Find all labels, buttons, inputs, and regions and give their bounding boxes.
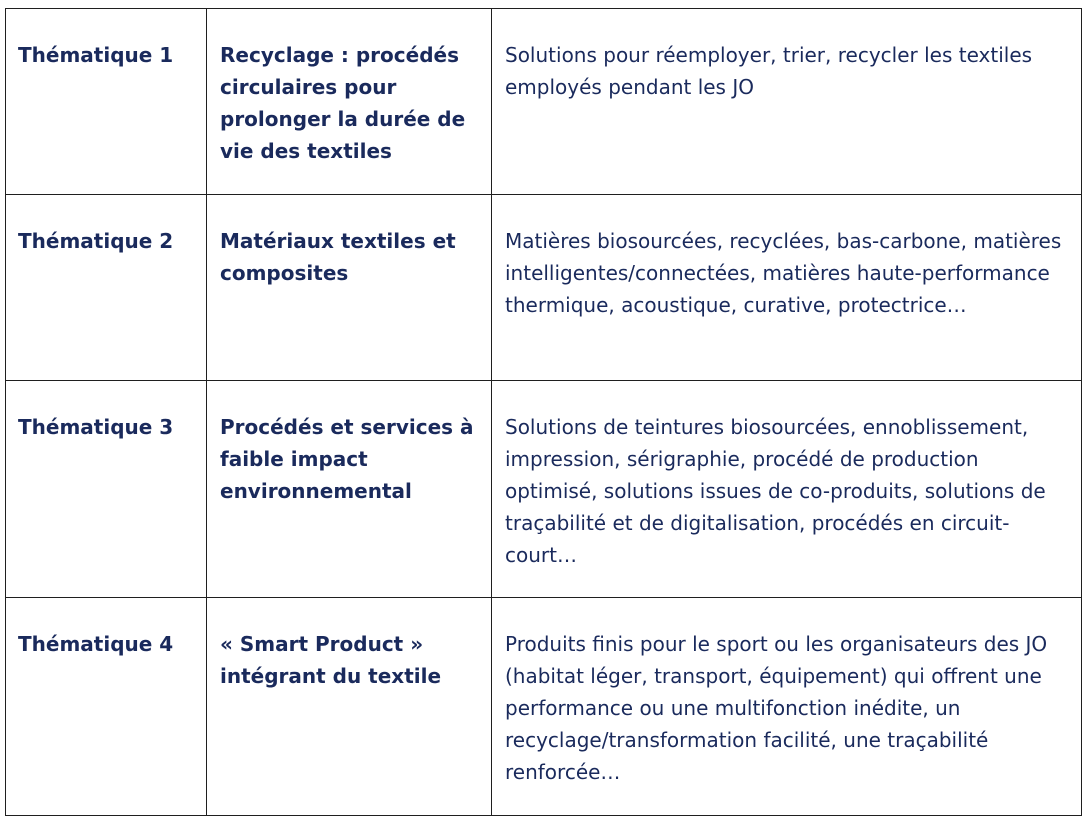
themes-table [5, 8, 1082, 816]
theme-label: Thématique 4 [6, 598, 207, 816]
theme-description: Matières biosourcées, recyclées, bas-carbone, matières intelligentes/connectées, matières haute-performance thermique, acoustique, curative, protectrice… [492, 195, 1082, 381]
theme-description: Solutions pour réemployer, trier, recycler les textiles employés pendant les JO [492, 9, 1082, 195]
table-row [6, 598, 1082, 816]
theme-label: Thématique 1 [6, 9, 207, 195]
table-row [6, 381, 1082, 598]
theme-title: Procédés et services à faible impact environnemental [207, 381, 492, 598]
theme-title: Matériaux textiles et composites [207, 195, 492, 381]
table-row [6, 9, 1082, 195]
theme-title: « Smart Product » intégrant du textile [207, 598, 492, 816]
theme-label: Thématique 2 [6, 195, 207, 381]
table-row [6, 195, 1082, 381]
theme-description: Produits finis pour le sport ou les organisateurs des JO (habitat léger, transport, équipement) qui offrent une performance ou une multifonction inédite, un recyclage/transformation facilité, une traçabilité renforcée… [492, 598, 1082, 816]
theme-description: Solutions de teintures biosourcées, ennoblissement, impression, sérigraphie, procédé de production optimisé, solutions issues de co-produits, solutions de traçabilité et de digitalisation, procédés en circuit-court… [492, 381, 1082, 598]
theme-title: Recyclage : procédés circulaires pour prolonger la durée de vie des textiles [207, 9, 492, 195]
theme-label: Thématique 3 [6, 381, 207, 598]
